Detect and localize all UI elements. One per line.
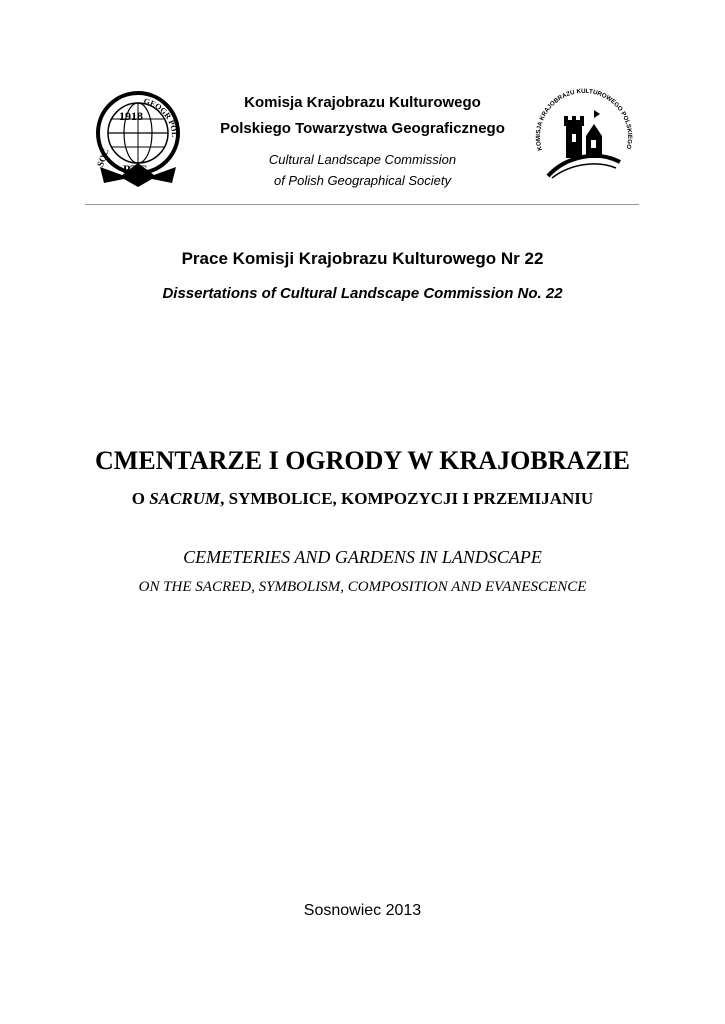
cultural-landscape-commission-emblem-icon — [528, 80, 640, 192]
logo-ring-text-left: SOC — [94, 147, 111, 169]
subtitle-pl-italic: SACRUM — [149, 489, 221, 508]
subtitle-pl — [0, 489, 725, 509]
series-title-pl: Prace Komisji Krajobrazu Kulturowego Nr 22 — [181, 249, 544, 268]
org-name-pl-line2: Polskiego Towarzystwa Geograficznego — [220, 120, 505, 137]
main-title-pl: CMENTARZE I OGRODY W KRAJOBRAZIE — [95, 446, 630, 475]
logo-year: 1918 — [119, 109, 143, 123]
main-title-en: CEMETERIES AND GARDENS IN LANDSCAPE — [183, 547, 542, 567]
series-title-en: Dissertations of Cultural Landscape Commission No. 22 — [162, 285, 563, 302]
ptg-society-emblem-icon — [92, 83, 184, 191]
logo-ring-text: GEOGR POL — [142, 96, 180, 138]
logo-monogram: PTG — [123, 162, 148, 176]
logo-right-ring-text: KOMISJA KRAJOBRAZU KULTUROWEGO POLSKIEGO — [534, 87, 634, 152]
org-name-pl-line1: Komisja Krajobrazu Kulturowego — [244, 94, 481, 111]
subtitle-pl-suffix: , SYMBOLICE, KOMPOZYCJI I PRZEMIJANIU — [220, 489, 594, 508]
subtitle-en: ON THE SACRED, SYMBOLISM, COMPOSITION AND EVANESCENCE — [138, 579, 587, 595]
subtitle-pl-prefix: O — [131, 489, 150, 508]
header-divider — [85, 204, 639, 205]
org-name-en-line2: of Polish Geographical Society — [273, 173, 452, 188]
imprint-place-year: Sosnowiec 2013 — [303, 902, 422, 919]
org-name-en-line1: Cultural Landscape Commission — [268, 152, 457, 167]
